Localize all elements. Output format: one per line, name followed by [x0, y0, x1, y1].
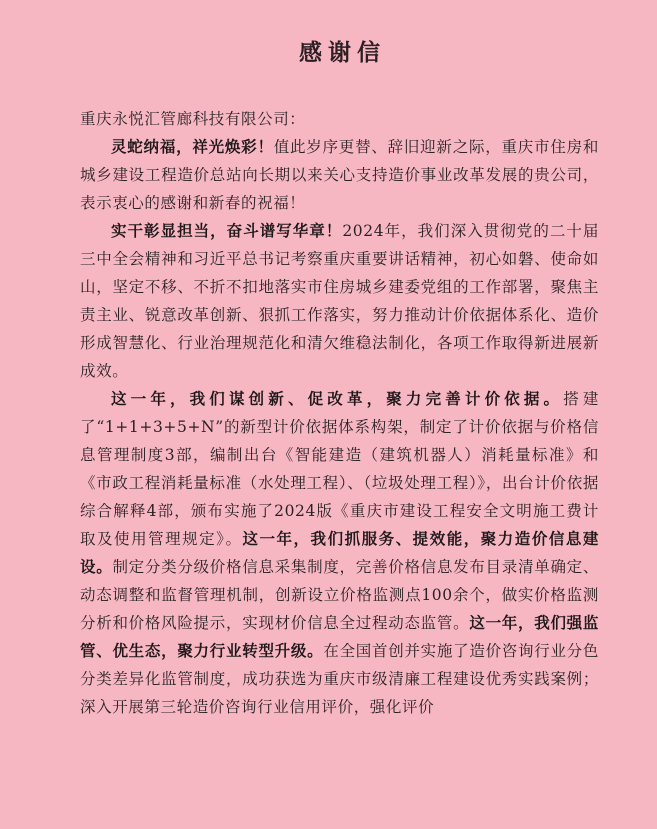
bold-heading-text: 实干彰显担当，奋斗谱写华章！ — [111, 221, 343, 240]
letter-title: 感谢信 — [299, 39, 386, 66]
paragraph-text: 搭建了“1+1+3+5+N”的新型计价依据体系构架，制定了计价依据与价格信息管理制度3部，编制出台《智能建造（建筑机器人）消耗量标准》和《市政工程消耗量标准（水处理工程）、（垃圾处理工程）》，出台计价依据综合解释4部，颁布实施了2024版《重庆市建设工程安全文明施工费计取及使用管理规定》。 — [80, 390, 599, 548]
bold-heading-text: 灵蛇纳福，祥光焕彩！ — [111, 137, 274, 156]
paragraph — [80, 385, 599, 721]
paragraph-text: 2024年，我们深入贯彻党的二十届三中全会精神和习近平总书记考察重庆重要讲话精神，初心如磐、使命如山，坚定不移、不折不扣地落实市住房城乡建委党组的工作部署，聚焦主责主业、锐意改革创新、狠抓工作落实，努力推动计价依据体系化、造价形成智慧化、行业治理规范化和清欠维稳法制化，各项工作取得新进展新成效。 — [80, 222, 599, 380]
letter-body — [80, 133, 599, 721]
paragraph — [80, 217, 599, 385]
salutation: 重庆永悦汇管廊科技有限公司： — [80, 110, 306, 128]
bold-heading-text: 这一年，我们抓服务、提效能，聚力造价信息建设。 — [80, 529, 599, 576]
paragraph-text: 在全国首创并实施了造价咨询行业分色分类差异化监管制度，成功获选为重庆市级清廉工程建设优秀实践案例；深入开展第三轮造价咨询行业信用评价，强化评价 — [80, 642, 599, 716]
paragraph-text: 值此岁序更替、辞旧迎新之际，重庆市住房和城乡建设工程造价总站向长期以来关心支持造价事业改革发展的贵公司，表示衷心的感谢和新春的祝福！ — [80, 138, 599, 212]
paragraph-text: 制定分类分级价格信息采集制度，完善价格信息发布目录清单确定、动态调整和监督管理机制，创新设立价格监测点100余个，做实价格监测分析和价格风险提示，实现材价信息全过程动态监管。 — [80, 558, 599, 632]
bold-heading-text: 这一年，我们强监管、优生态，聚力行业转型升级。 — [80, 613, 599, 660]
paragraph — [80, 133, 599, 217]
bold-heading-text: 这一年，我们谋创新、促改革，聚力完善计价依据。 — [111, 389, 564, 408]
